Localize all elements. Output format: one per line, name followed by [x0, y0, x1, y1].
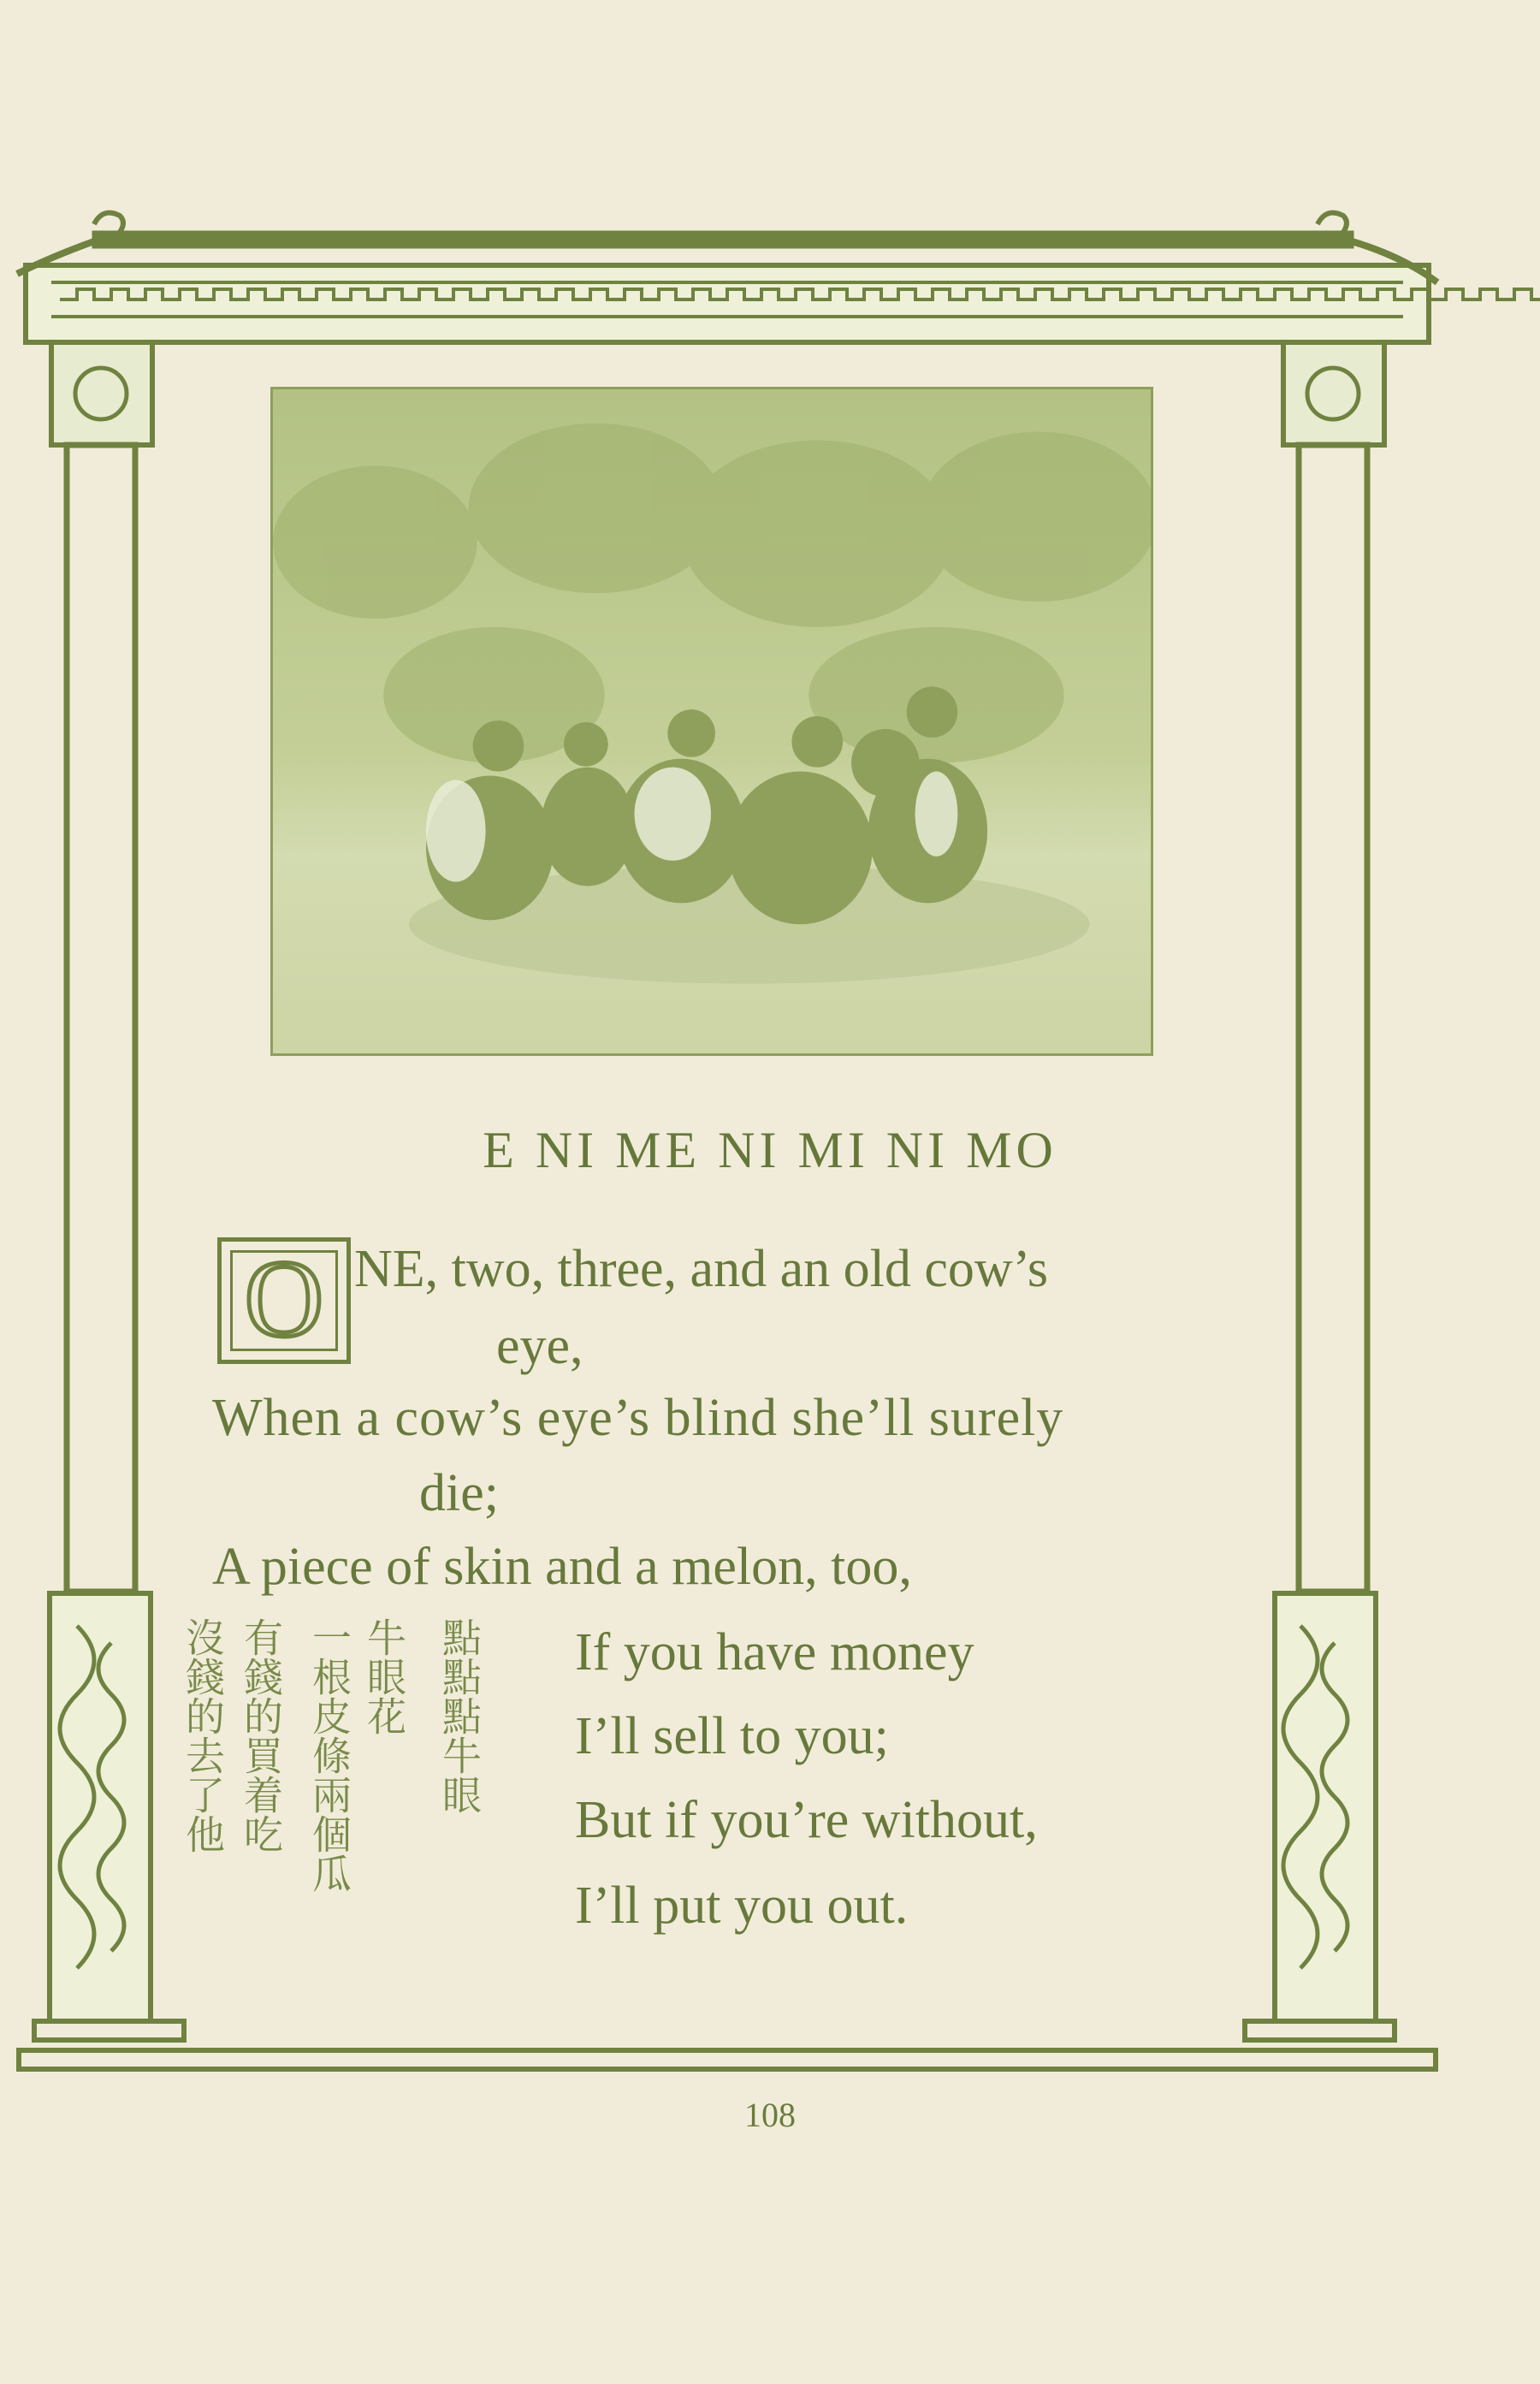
poem-line-9: I’ll put you out.: [575, 1877, 909, 1935]
poem-line-3: When a cow’s eye’s blind she’ll surely: [212, 1389, 1064, 1447]
poem-title: E NI ME NI MI NI MO: [483, 1122, 1057, 1178]
poem-line-8: But if you’re without,: [575, 1791, 1038, 1849]
chinese-column-1: 點點點牛眼: [436, 1617, 483, 1814]
chinese-column-2: 牛眼花: [361, 1617, 407, 1735]
chinese-column-4: 有錢的買着吃: [238, 1617, 284, 1853]
poem-line-1: NE, two, three, and an old cow’s: [354, 1240, 1048, 1298]
drop-cap-letter: O: [244, 1238, 324, 1360]
chinese-column-3: 一根皮條兩個瓜: [306, 1617, 352, 1893]
poem-line-7: I’ll sell to you;: [575, 1707, 889, 1765]
poem-line-5: A piece of skin and a melon, too,: [212, 1538, 912, 1596]
poem-line-4: die;: [419, 1464, 499, 1522]
page-number: 108: [744, 2096, 796, 2134]
chinese-column-5: 沒錢的去了他: [180, 1617, 226, 1853]
poem-line-2: eye,: [496, 1317, 583, 1375]
drop-cap: [217, 1237, 351, 1364]
poem-line-6: If you have money: [575, 1623, 974, 1681]
